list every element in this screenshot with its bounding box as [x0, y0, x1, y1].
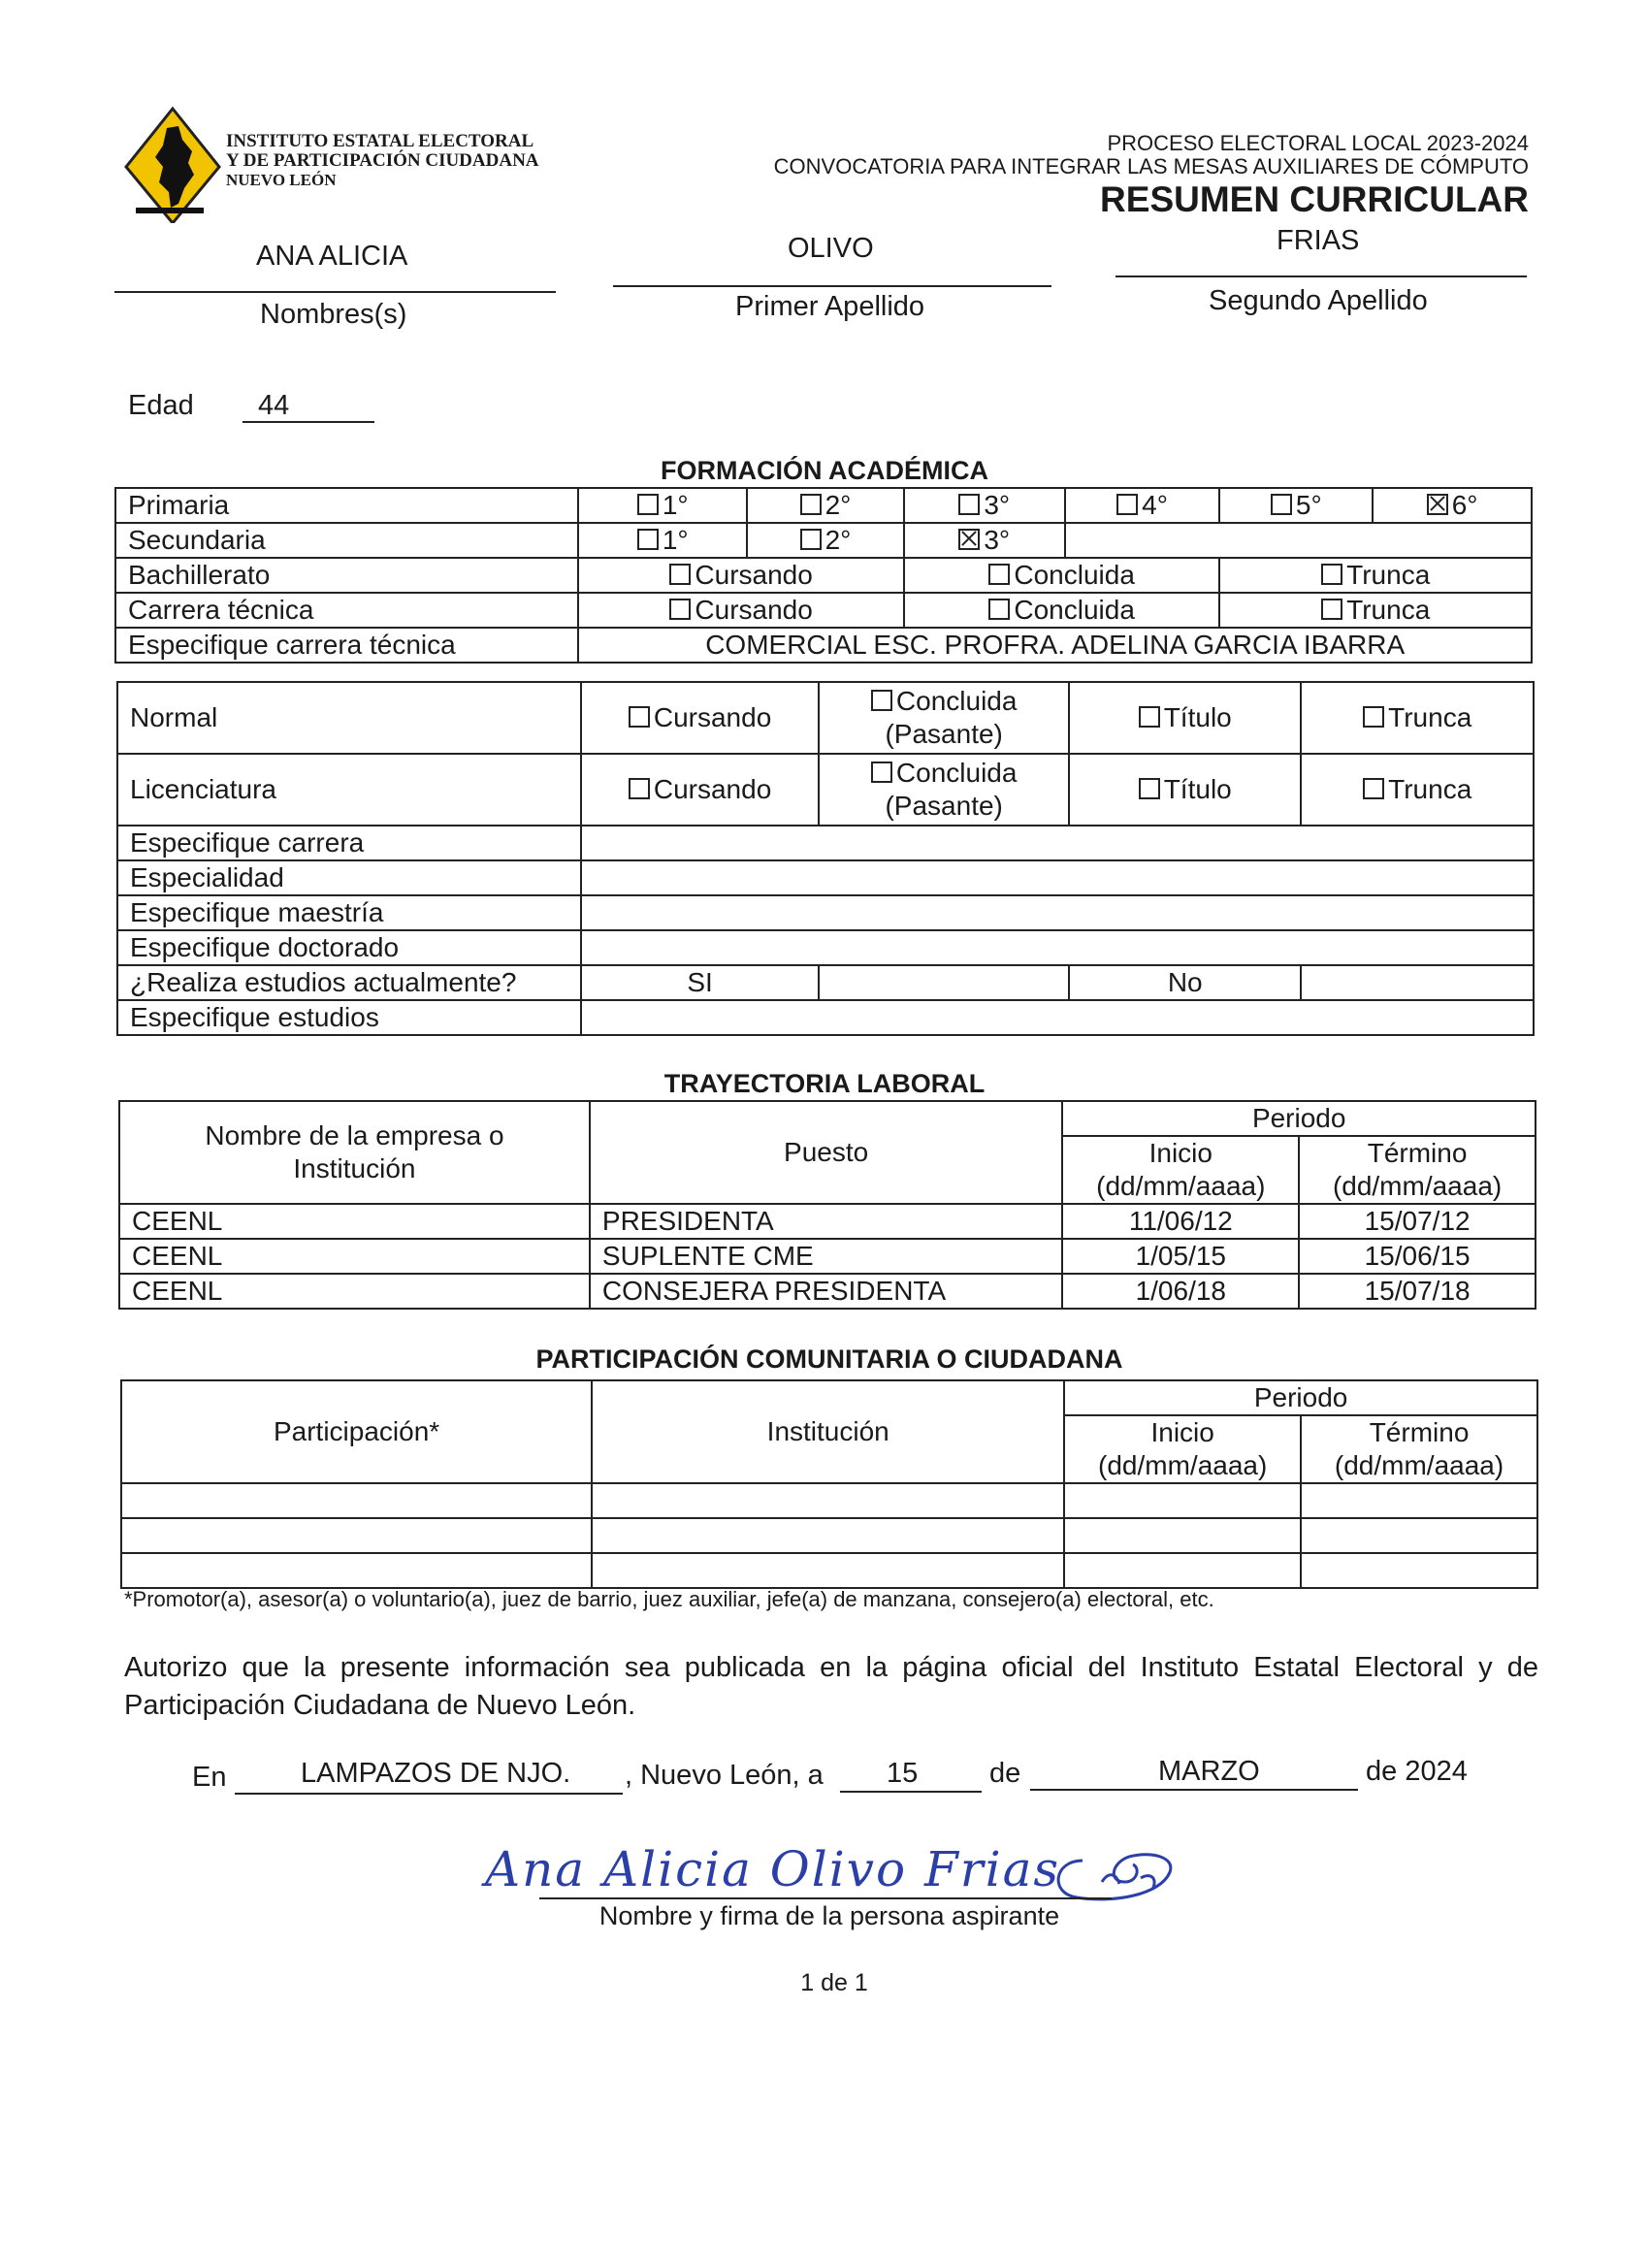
- primer-apellido-value: OLIVO: [788, 233, 874, 264]
- normal-cursando[interactable]: Cursando: [581, 682, 820, 754]
- realiza-estudios-label: ¿Realiza estudios actualmente?: [117, 965, 581, 1000]
- trayectoria-table: [118, 1100, 1536, 1310]
- puesto-cell: PRESIDENTA: [590, 1204, 1063, 1239]
- especifique-maestria-field[interactable]: [581, 895, 1534, 930]
- licenciatura-titulo[interactable]: Título: [1069, 754, 1301, 826]
- institucion-cell[interactable]: [592, 1553, 1064, 1588]
- checkbox-icon: [958, 494, 980, 515]
- signature-label: Nombre y firma de la persona aspirante: [598, 1901, 1060, 1930]
- nombres-label: Nombres(s): [260, 299, 407, 330]
- especifique-maestria-row: [117, 895, 1534, 930]
- realiza-estudios-no-label: No: [1069, 965, 1301, 1000]
- segundo-apellido-value: FRIAS: [1277, 225, 1360, 256]
- especifique-carrera-field[interactable]: [581, 826, 1534, 860]
- col-periodo-header: Periodo: [1062, 1101, 1536, 1136]
- licenciatura-cursando[interactable]: Cursando: [581, 754, 820, 826]
- checkbox-icon: [629, 706, 650, 728]
- checkbox-icon: [871, 690, 892, 711]
- primer-apellido-line: [613, 285, 1051, 287]
- state-label: , Nuevo León, a: [625, 1760, 824, 1791]
- secundaria-grade1[interactable]: 1°: [578, 523, 747, 558]
- licenciatura-row: [117, 754, 1534, 826]
- col-inicio-header: Inicio: [1064, 1415, 1301, 1449]
- col-inicio-format: (dd/mm/aaaa): [1064, 1449, 1301, 1483]
- table-row: [121, 1553, 1537, 1588]
- secundaria-grade3[interactable]: 3°: [904, 523, 1065, 558]
- licenciatura-concluida[interactable]: Concluida (Pasante): [819, 754, 1069, 826]
- org-name-line2: Y DE PARTICIPACIÓN CIUDADANA: [226, 150, 539, 171]
- participacion-cell[interactable]: [121, 1518, 592, 1553]
- realiza-estudios-no-field[interactable]: [1301, 965, 1534, 1000]
- primaria-row: [115, 488, 1532, 523]
- checkbox-icon: [988, 564, 1010, 585]
- checkbox-icon: [1116, 494, 1138, 515]
- checkbox-icon: [637, 529, 659, 550]
- inicio-cell: 1/06/18: [1062, 1274, 1299, 1309]
- primaria-grade3[interactable]: 3°: [904, 488, 1065, 523]
- checkbox-icon: [629, 778, 650, 799]
- inicio-cell[interactable]: [1064, 1483, 1301, 1518]
- autorizacion-text: Autorizo que la presente información sea publicada en la página oficial del Instituto Estatal Electoral y de Participación Ciudadana de Nuevo León.: [124, 1652, 1538, 1721]
- especialidad-row: [117, 860, 1534, 895]
- institucion-cell[interactable]: [592, 1518, 1064, 1553]
- col-termino-format: (dd/mm/aaaa): [1299, 1170, 1536, 1204]
- carrera-tecnica-value[interactable]: COMERCIAL ESC. PROFRA. ADELINA GARCIA IBARRA: [578, 628, 1532, 663]
- secundaria-grade2[interactable]: 2°: [747, 523, 904, 558]
- bachillerato-row: [115, 558, 1532, 593]
- table-row: [119, 1274, 1536, 1309]
- bachillerato-concluida[interactable]: Concluida: [904, 558, 1220, 593]
- day-value[interactable]: 15: [887, 1758, 919, 1789]
- col-termino-header: Término: [1301, 1415, 1537, 1449]
- participacion-header-row1: [121, 1380, 1537, 1415]
- especifique-doctorado-label: Especifique doctorado: [117, 930, 581, 965]
- page-number: 1 de 1: [800, 1969, 868, 1996]
- empresa-cell: CEENL: [119, 1274, 590, 1309]
- checkbox-icon: [1363, 778, 1384, 799]
- especifique-estudios-field[interactable]: [581, 1000, 1534, 1035]
- participacion-footnote: *Promotor(a), asesor(a) o voluntario(a), juez de barrio, juez auxiliar, jefe(a) de manzana, consejero(a) electoral, etc.: [124, 1587, 1214, 1611]
- call-title: CONVOCATORIA PARA INTEGRAR LAS MESAS AUXILIARES DE CÓMPUTO: [773, 154, 1529, 178]
- edad-value: 44: [258, 390, 290, 421]
- checked-checkbox-icon: [1427, 494, 1448, 515]
- checkbox-icon: [988, 599, 1010, 620]
- termino-cell: 15/06/15: [1299, 1239, 1536, 1274]
- carrera-tecnica-concluida[interactable]: Concluida: [904, 593, 1220, 628]
- signature-line: [539, 1897, 1112, 1899]
- checkbox-icon: [1363, 706, 1384, 728]
- table-row: [121, 1518, 1537, 1553]
- col-inicio-format: (dd/mm/aaaa): [1062, 1170, 1299, 1204]
- inicio-cell[interactable]: [1064, 1518, 1301, 1553]
- segundo-apellido-label: Segundo Apellido: [1209, 285, 1428, 316]
- especialidad-label: Especialidad: [117, 860, 581, 895]
- realiza-estudios-si-field[interactable]: [819, 965, 1069, 1000]
- normal-concluida[interactable]: Concluida (Pasante): [819, 682, 1069, 754]
- city-value[interactable]: LAMPAZOS DE NJO.: [301, 1758, 571, 1789]
- col-empresa-header: Nombre de la empresa o Institución: [119, 1101, 590, 1204]
- termino-cell[interactable]: [1301, 1483, 1537, 1518]
- bachillerato-trunca[interactable]: Trunca: [1219, 558, 1532, 593]
- en-label: En: [192, 1762, 227, 1793]
- secundaria-label: Secundaria: [115, 523, 578, 558]
- col-institucion-header: Institución: [592, 1380, 1064, 1483]
- especifique-carrera-label: Especifique carrera: [117, 826, 581, 860]
- checkbox-icon: [669, 599, 691, 620]
- table-row: [119, 1239, 1536, 1274]
- org-name-line1: INSTITUTO ESTATAL ELECTORAL: [226, 131, 534, 151]
- month-value[interactable]: MARZO: [1158, 1756, 1260, 1787]
- table-row: [121, 1483, 1537, 1518]
- institucion-cell[interactable]: [592, 1483, 1064, 1518]
- checked-checkbox-icon: [958, 529, 980, 550]
- especifique-doctorado-field[interactable]: [581, 930, 1534, 965]
- checkbox-icon: [800, 494, 822, 515]
- formacion-table-top: [114, 487, 1533, 664]
- checkbox-icon: [1139, 706, 1160, 728]
- checkbox-icon: [1271, 494, 1292, 515]
- carrera-tecnica-trunca[interactable]: Trunca: [1219, 593, 1532, 628]
- secundaria-empty: [1065, 523, 1532, 558]
- inicio-cell[interactable]: [1064, 1553, 1301, 1588]
- primaria-grade1[interactable]: 1°: [578, 488, 747, 523]
- participacion-cell[interactable]: [121, 1553, 592, 1588]
- termino-cell: 15/07/18: [1299, 1274, 1536, 1309]
- primaria-grade5[interactable]: 5°: [1219, 488, 1373, 523]
- nombres-value: ANA ALICIA: [256, 241, 408, 272]
- checkbox-icon: [1139, 778, 1160, 799]
- empresa-cell: CEENL: [119, 1204, 590, 1239]
- nombres-line: [114, 291, 556, 293]
- col-inicio-header: Inicio: [1062, 1136, 1299, 1170]
- col-periodo-header: Periodo: [1064, 1380, 1537, 1415]
- especifique-carrera-row: [117, 826, 1534, 860]
- termino-cell[interactable]: [1301, 1553, 1537, 1588]
- institute-logo: [124, 107, 221, 223]
- bachillerato-cursando[interactable]: Cursando: [578, 558, 904, 593]
- especifique-maestria-label: Especifique maestría: [117, 895, 581, 930]
- city-line: [235, 1793, 623, 1795]
- carrera-tecnica-label: Carrera técnica: [115, 593, 578, 628]
- edad-line: [242, 421, 374, 423]
- licenciatura-trunca[interactable]: Trunca: [1301, 754, 1534, 826]
- bachillerato-label: Bachillerato: [115, 558, 578, 593]
- termino-cell: 15/07/12: [1299, 1204, 1536, 1239]
- col-termino-format: (dd/mm/aaaa): [1301, 1449, 1537, 1483]
- inicio-cell: 11/06/12: [1062, 1204, 1299, 1239]
- col-puesto-header: Puesto: [590, 1101, 1063, 1204]
- normal-titulo[interactable]: Título: [1069, 682, 1301, 754]
- formacion-title: FORMACIÓN ACADÉMICA: [661, 456, 988, 485]
- puesto-cell: SUPLENTE CME: [590, 1239, 1063, 1274]
- checkbox-icon: [1321, 564, 1342, 585]
- primaria-label: Primaria: [115, 488, 578, 523]
- edad-label: Edad: [128, 390, 194, 421]
- trayectoria-title: TRAYECTORIA LABORAL: [663, 1069, 986, 1098]
- checkbox-icon: [669, 564, 691, 585]
- participacion-table: [120, 1379, 1538, 1589]
- normal-label: Normal: [117, 682, 581, 754]
- col-participacion-header: Participación*: [121, 1380, 592, 1483]
- process-title: PROCESO ELECTORAL LOCAL 2023-2024: [1107, 131, 1529, 155]
- trayectoria-header-row1: [119, 1101, 1536, 1136]
- especifique-carrera-tecnica-row: [115, 628, 1532, 663]
- document-title: RESUMEN CURRICULAR: [1100, 179, 1529, 219]
- checkbox-icon: [800, 529, 822, 550]
- participacion-title: PARTICIPACIÓN COMUNITARIA O CIUDADANA: [535, 1345, 1123, 1374]
- primaria-grade6[interactable]: 6°: [1373, 488, 1532, 523]
- realiza-estudios-si-label: SI: [581, 965, 820, 1000]
- handwritten-name: Ana Alicia Olivo Frias: [485, 1841, 1061, 1897]
- primaria-grade4[interactable]: 4°: [1065, 488, 1220, 523]
- year-label: de 2024: [1366, 1756, 1468, 1787]
- especifique-estudios-row: [117, 1000, 1534, 1035]
- col-termino-header: Término: [1299, 1136, 1536, 1170]
- especifique-estudios-label: Especifique estudios: [117, 1000, 581, 1035]
- especifique-carrera-tecnica-label: Especifique carrera técnica: [115, 628, 578, 663]
- de-label: de: [989, 1758, 1021, 1789]
- carrera-tecnica-cursando[interactable]: Cursando: [578, 593, 904, 628]
- participacion-cell[interactable]: [121, 1483, 592, 1518]
- org-name-line3: NUEVO LEÓN: [226, 171, 337, 189]
- normal-row: [117, 682, 1534, 754]
- termino-cell[interactable]: [1301, 1518, 1537, 1553]
- primer-apellido-label: Primer Apellido: [735, 291, 925, 322]
- licenciatura-label: Licenciatura: [117, 754, 581, 826]
- day-line: [840, 1791, 982, 1793]
- empresa-cell: CEENL: [119, 1239, 590, 1274]
- formacion-table-bottom: [116, 681, 1535, 1036]
- checkbox-icon: [637, 494, 659, 515]
- especifique-doctorado-row: [117, 930, 1534, 965]
- puesto-cell: CONSEJERA PRESIDENTA: [590, 1274, 1063, 1309]
- inicio-cell: 1/05/15: [1062, 1239, 1299, 1274]
- checkbox-icon: [871, 761, 892, 783]
- month-line: [1030, 1789, 1358, 1791]
- secundaria-row: [115, 523, 1532, 558]
- realiza-estudios-row: [117, 965, 1534, 1000]
- primaria-grade2[interactable]: 2°: [747, 488, 904, 523]
- normal-trunca[interactable]: Trunca: [1301, 682, 1534, 754]
- especialidad-field[interactable]: [581, 860, 1534, 895]
- table-row: [119, 1204, 1536, 1239]
- segundo-apellido-line: [1116, 275, 1527, 277]
- carrera-tecnica-row: [115, 593, 1532, 628]
- checkbox-icon: [1321, 599, 1342, 620]
